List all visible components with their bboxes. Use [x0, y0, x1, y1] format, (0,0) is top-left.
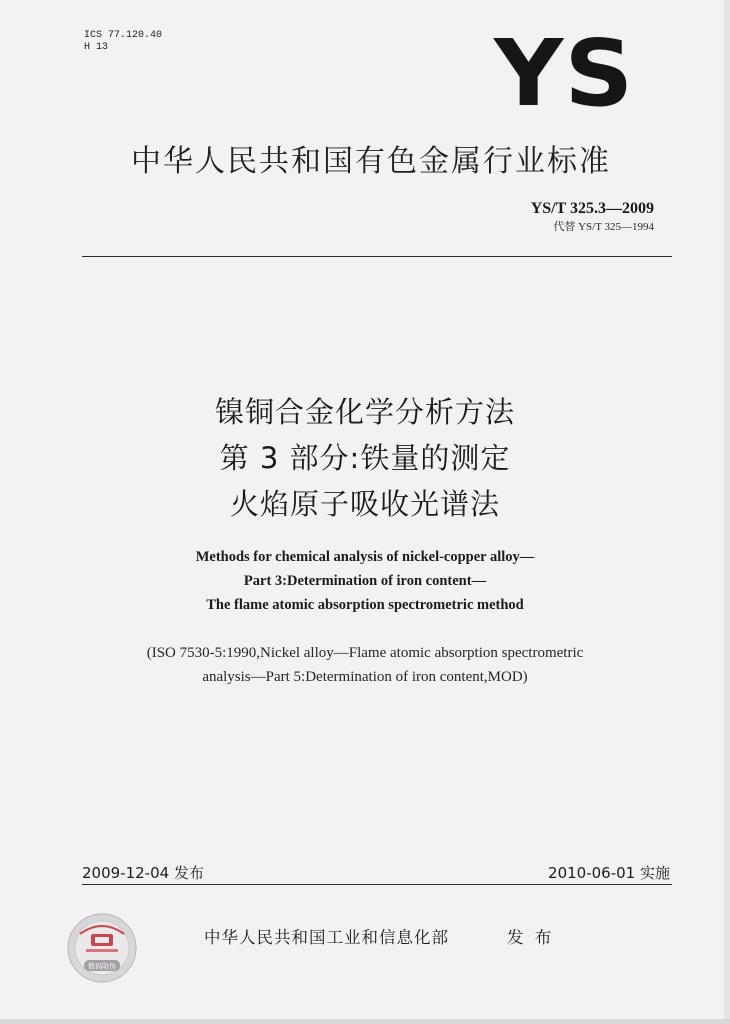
seal-label: 数码防伪 [88, 962, 116, 971]
organization-title: 中华人民共和国有色金属行业标准 [131, 144, 611, 179]
scan-edge-bottom [0, 1019, 730, 1024]
anti-counterfeit-seal-icon [66, 912, 138, 984]
ics-code: ICS 77.120.40 [84, 30, 163, 41]
title-en-line-1: Methods for chemical analysis of nickel-copper alloy— [195, 549, 535, 565]
implementation-date: 2010-06-01 实施 [548, 864, 670, 882]
title-zh-line-1: 镍铜合金化学分析方法 [214, 395, 515, 429]
title-en-line-3: The flame atomic absorption spectrometric method [206, 597, 524, 613]
publish-label: 发 布 [507, 928, 555, 947]
standard-number: YS/T 325.3—2009 [530, 200, 654, 217]
issue-date: 2009-12-04 发布 [82, 864, 204, 882]
iso-reference-line-2: analysis—Part 5:Determination of iron content,MOD) [202, 669, 528, 685]
replaces-standard: 代替 YS/T 325—1994 [553, 221, 654, 233]
classification-codes [84, 30, 162, 54]
title-zh-line-2: 第 3 部分:铁量的测定 [219, 441, 511, 475]
iso-reference-line-1: (ISO 7530-5:1990,Nickel alloy—Flame atomic absorption spectrometric [146, 645, 584, 661]
ys-logo: YS [494, 20, 635, 127]
top-divider [82, 256, 672, 257]
title-en-line-2: Part 3:Determination of iron content— [243, 573, 487, 589]
title-zh-line-3: 火焰原子吸收光谱法 [229, 487, 500, 521]
bottom-divider [82, 884, 672, 885]
ccs-code: H 13 [84, 42, 109, 53]
issuing-ministry: 中华人民共和国工业和信息化部 [204, 928, 449, 947]
